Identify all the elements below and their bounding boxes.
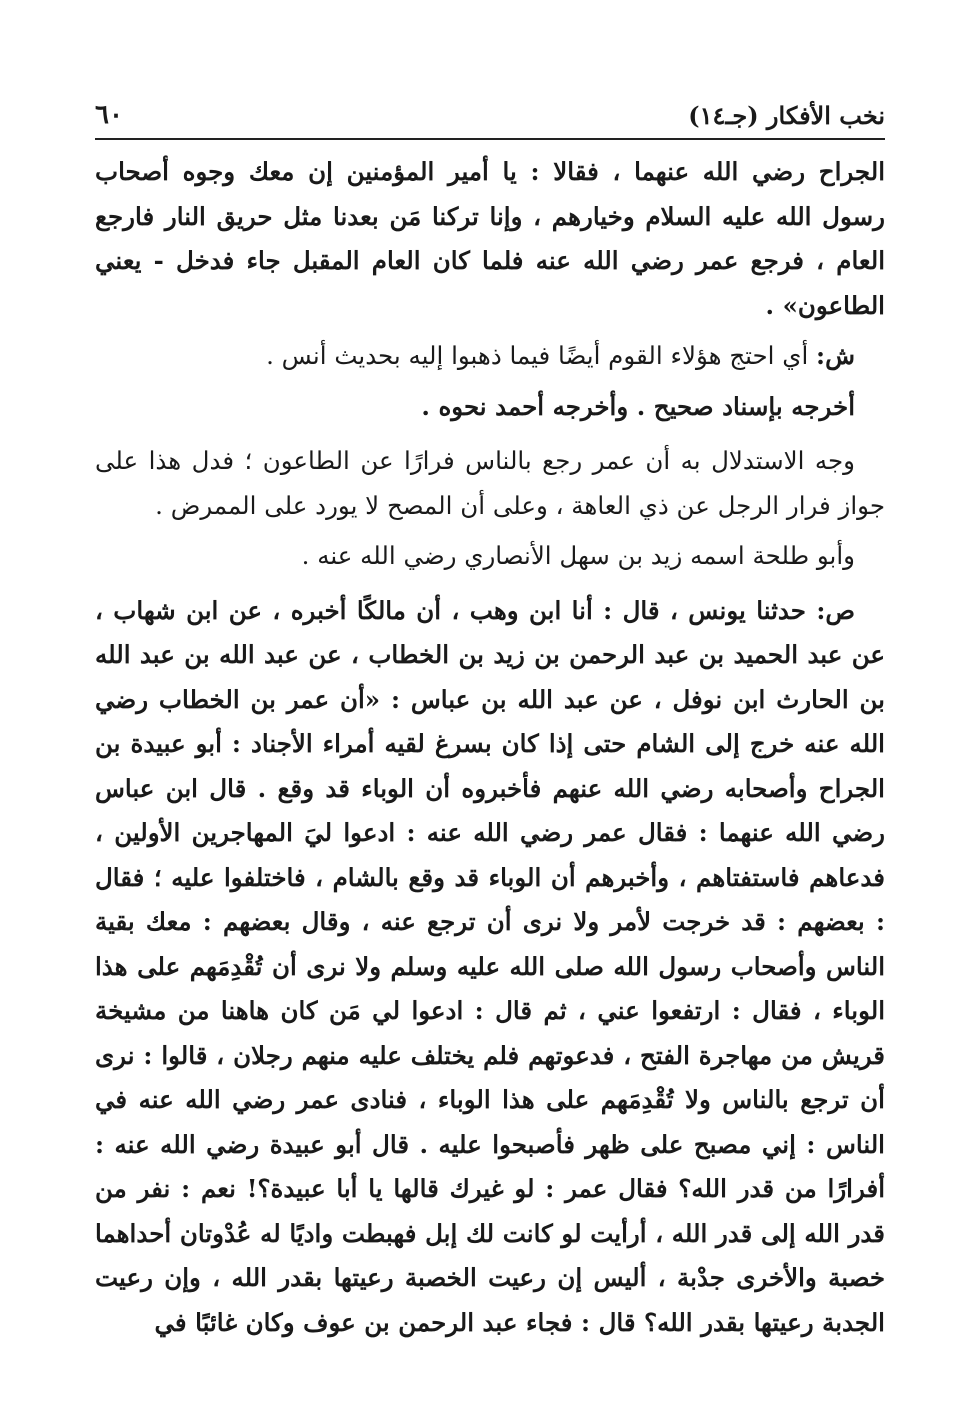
commentary-label: ش: <box>816 341 855 370</box>
commentary-text: أي احتج هؤلاء القوم أيضًا فيما ذهبوا إليه بحديث أنس . <box>266 341 817 370</box>
paragraph-commentary <box>95 334 885 379</box>
hadith-text: حدثنا يونس ، قال : أنا ابن وهب ، أن مالكًا أخبره ، عن ابن شهاب ، عن عبد الحميد بن عبد الرحمن بن زيد بن الخطاب ، عن عبد الله بن عبد الله بن الحارث ابن نوفل ، عن عبد الله بن عباس : «أن عمر بن الخطاب رضي الله عنه خرج إلى الشام حتى إذا كان بسرغ لقيه أمراء الأجناد : أبو عبيدة بن الجراح وأصحابه رضي الله عنهم فأخبروه أن الوباء قد وقع . قال ابن عباس رضي الله عنهما : فقال عمر رضي الله عنه : ادعوا ليَ المهاجرين الأولين ، فدعاهم فاستفتاهم ، وأخبرهم أن الوباء قد وقع بالشام ، فاختلفوا عليه ؛ فقال : بعضهم : قد خرجت لأمر ولا نرى أن ترجع عنه ، وقال بعضهم : معك بقية الناس وأصحاب رسول الله صلى الله عليه وسلم ولا نرى أن تُقْدِمَهم على هذا الوباء ، فقال : ارتفعوا عني ، ثم قال : ادعوا لي مَن كان هاهنا من مشيخة قريش من مهاجرة الفتح ، فدعوتهم فلم يختلف عليه منهم رجلان ، قالوا : نرى أن ترجع بالناس ولا تُقْدِمَهم على هذا الوباء ، فنادى عمر رضي الله عنه في الناس : إني مصبح على ظهر فأصبحوا عليه . قال أبو عبيدة رضي الله عنه : أفرارًا من قدر الله؟ فقال عمر : لو غيرك قالها يا أبا عبيدة؟! نعم : نفر من قدر الله إلى قدر الله ، أرأيت لو كانت لك إبل فهبطت واديًا له عُدْوتان أحداهما خصبة والأخرى جدْبة ، أليس إن رعيت الخصبة رعيتها بقدر الله ، وإن رعيت الجدبة رعيتها بقدر الله؟ قال : فجاء عبد الرحمن بن عوف وكان غائبًا في <box>95 595 885 1337</box>
paragraph-istidlal: وجه الاستدلال به أن عمر رجع بالناس فرارًا عن الطاعون ؛ فدل هذا على جواز فرار الرجل عن ذي العاهة ، وعلى أن المصح لا يورد على الممرض . <box>95 446 885 520</box>
body-text <box>95 150 885 1345</box>
paragraph-takhrij: أخرجه بإسناد صحيح . وأخرجه أحمد نحوه . <box>421 391 855 421</box>
paragraph-hadith-end: الجراح رضي الله عنهما ، فقالا : يا أمير المؤمنين إن معك وجوه أصحاب رسول الله عليه السلام وخيارهم ، وإنا تركنا مَن بعدنا مثل حريق النار فارجع العام ، فرجع عمر رضي الله عنه فلما كان العام المقبل جاء فدخل - يعني الطاعون» . <box>95 157 885 320</box>
paragraph-hadith-text <box>95 589 885 1346</box>
text-label: ص: <box>816 595 855 625</box>
running-title: نخب الأفكار (جـ١٤) <box>688 101 885 130</box>
header-rule <box>95 138 885 140</box>
page-number: ٦٠ <box>95 100 123 130</box>
page-header <box>95 90 885 130</box>
paragraph-abu-talha: وأبو طلحة اسمه زيد بن سهل الأنصاري رضي الله عنه . <box>301 541 855 570</box>
